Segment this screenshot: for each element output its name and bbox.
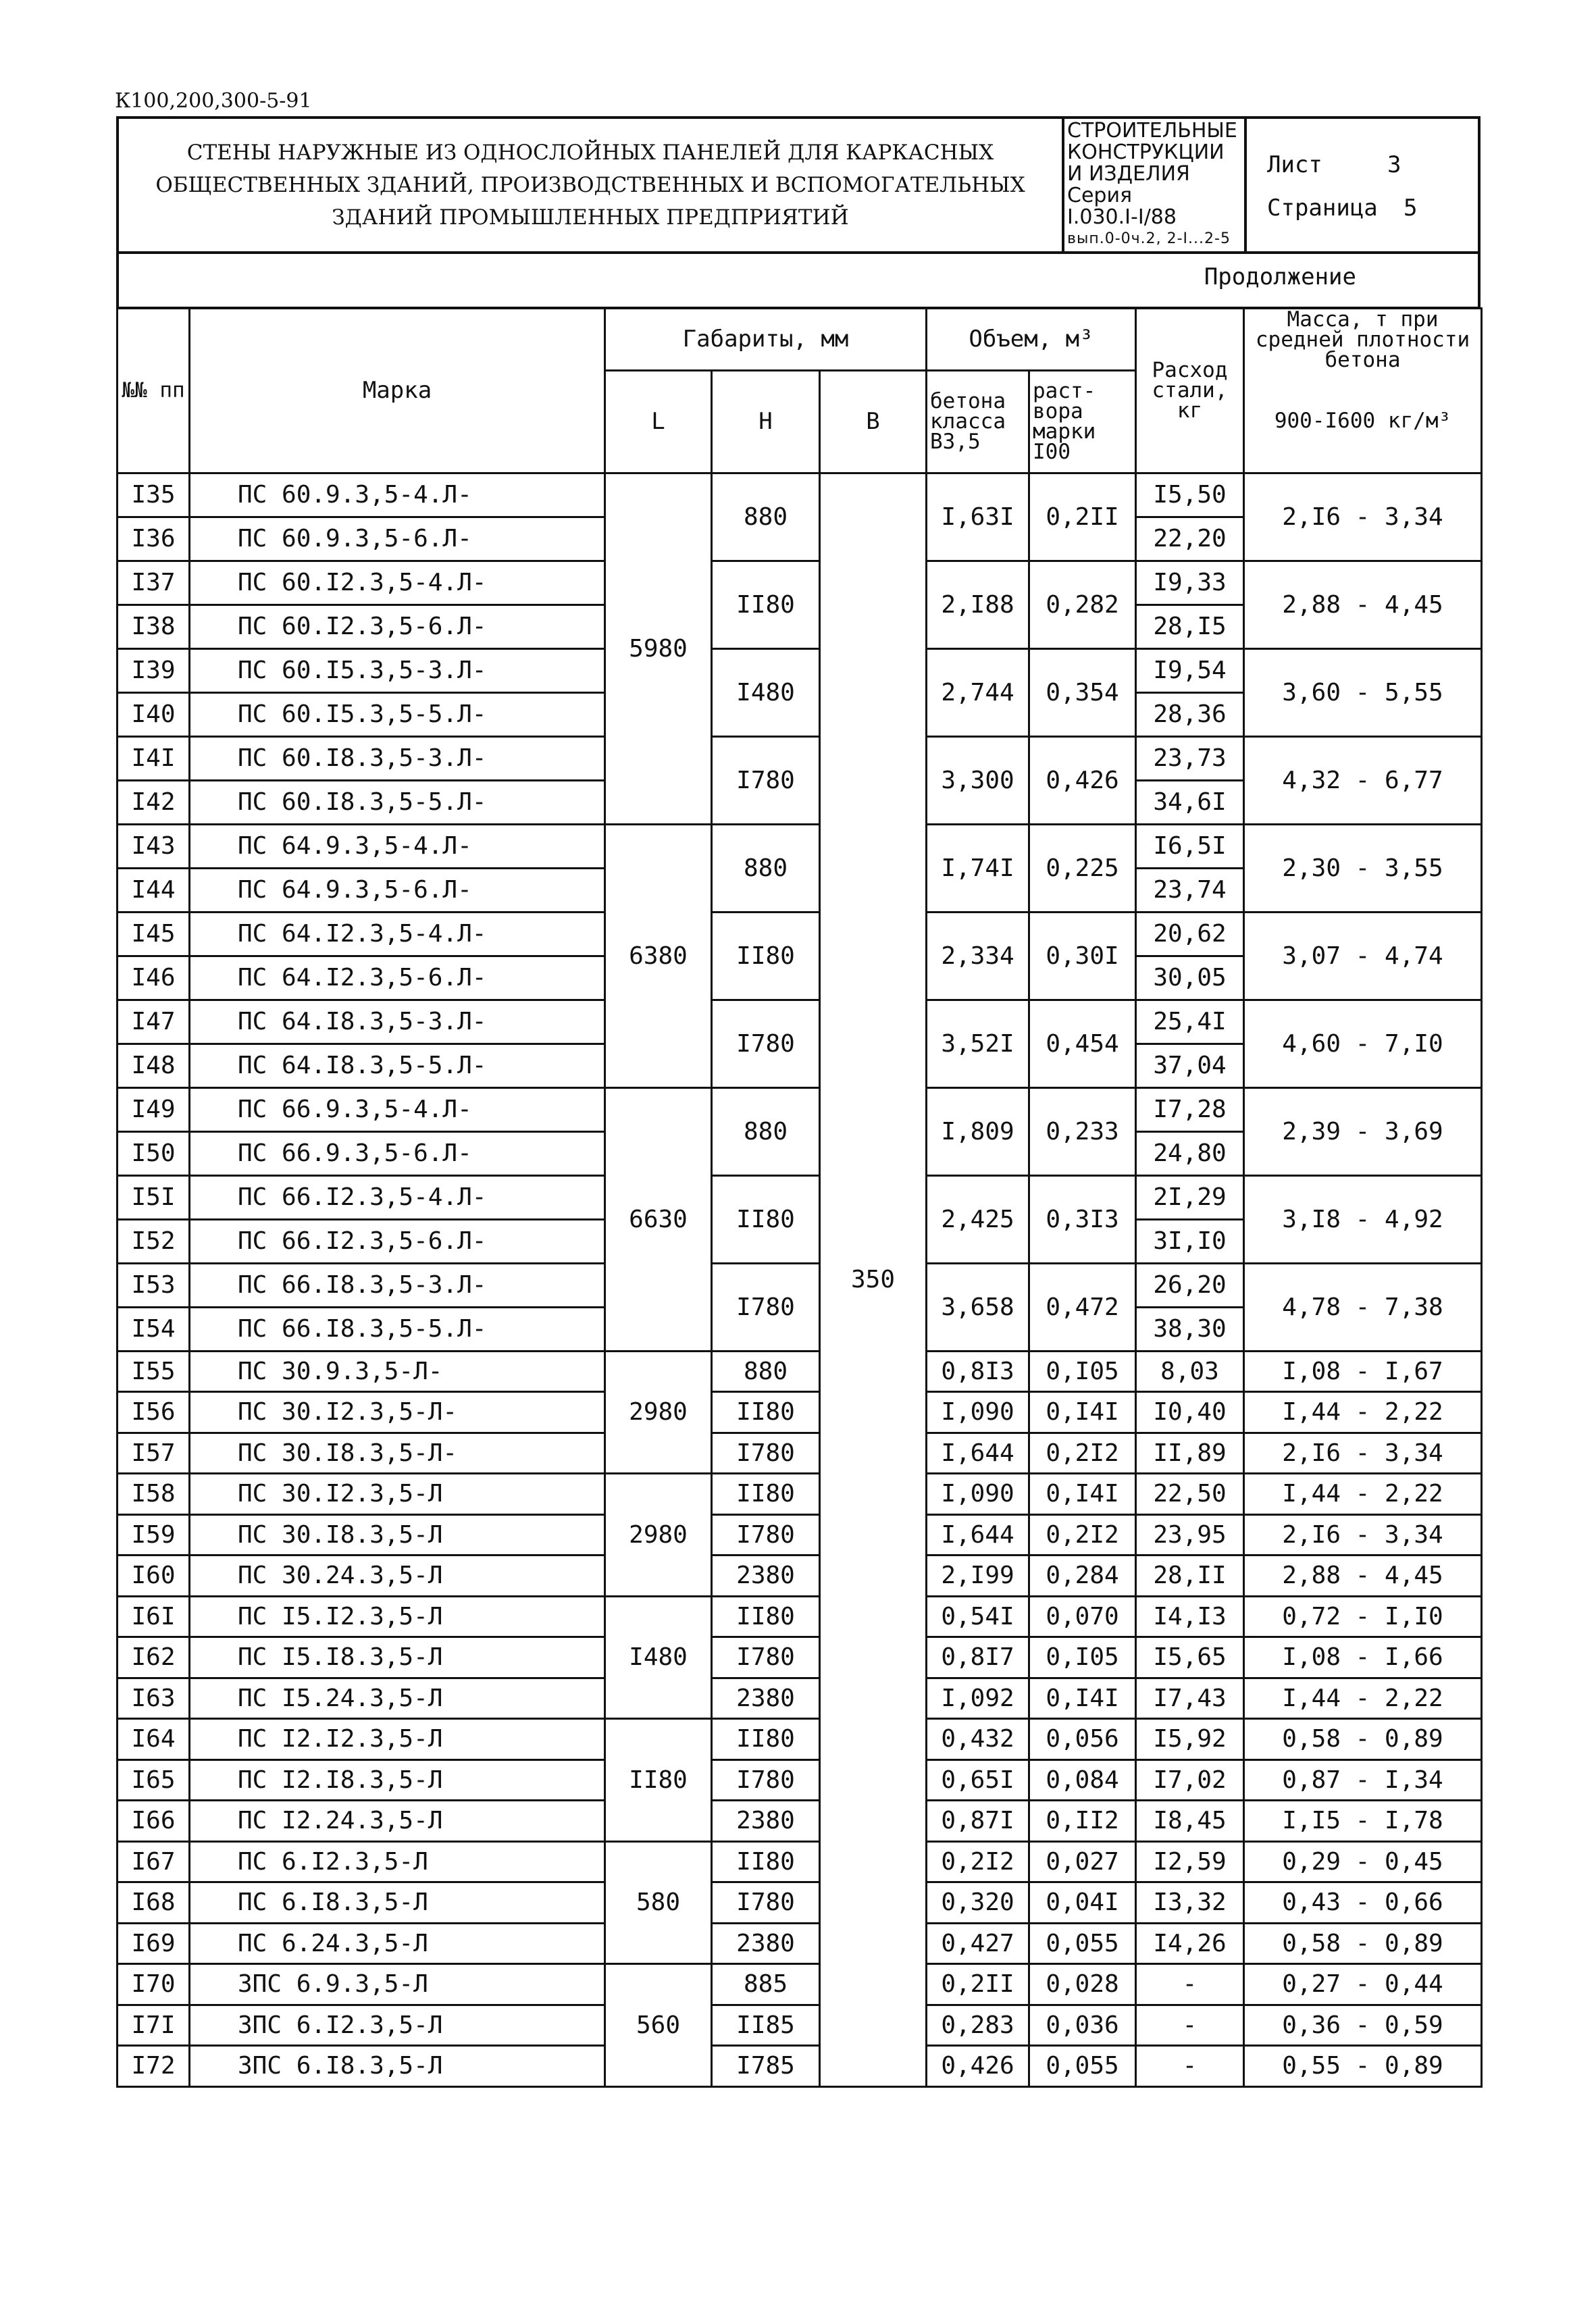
- volume-mortar: 0,426: [1029, 736, 1136, 824]
- row-mark: ПС 60.9.3,5-4.Л-: [190, 473, 605, 517]
- row-number: I66: [118, 1801, 190, 1842]
- steel-consumption: 26,20: [1136, 1263, 1244, 1307]
- row-mark: ПС 60.I5.3,5-3.Л-: [190, 648, 605, 692]
- table-row: [118, 1801, 1482, 1842]
- row-mark: ЗПС 6.I2.3,5-Л: [190, 2005, 605, 2046]
- volume-mortar: 0,036: [1029, 2005, 1136, 2046]
- volume-concrete: 3,658: [927, 1263, 1029, 1351]
- mass-range: 4,78 - 7,38: [1244, 1263, 1482, 1351]
- row-mark: ПС I2.24.3,5-Л: [190, 1801, 605, 1842]
- table-row: [118, 561, 1482, 605]
- row-number: I6I: [118, 1596, 190, 1637]
- steel-consumption: 20,62: [1136, 912, 1244, 956]
- row-mark: ПС 60.9.3,5-6.Л-: [190, 517, 605, 561]
- volume-mortar: 0,028: [1029, 1964, 1136, 2005]
- row-mark: ПС 30.I8.3,5-Л-: [190, 1433, 605, 1474]
- title-block: [116, 116, 1481, 254]
- table-row: [118, 1000, 1482, 1044]
- row-mark: ПС 64.I2.3,5-6.Л-: [190, 956, 605, 1000]
- dim-L: 5980: [605, 473, 712, 824]
- volume-mortar: 0,2II: [1029, 473, 1136, 561]
- volume-concrete: I,809: [927, 1087, 1029, 1175]
- mass-range: 0,27 - 0,44: [1244, 1964, 1482, 2005]
- steel-consumption: I7,43: [1136, 1678, 1244, 1719]
- volume-mortar: 0,3I3: [1029, 1175, 1136, 1263]
- row-number: I35: [118, 473, 190, 517]
- table-row: [118, 1175, 1482, 1219]
- series-line-5: I.030.I-I/88: [1067, 205, 1177, 229]
- volume-mortar: 0,II2: [1029, 1801, 1136, 1842]
- row-number: I37: [118, 561, 190, 605]
- dim-L: 560: [605, 1964, 712, 2087]
- mass-range: I,08 - I,67: [1244, 1351, 1482, 1392]
- row-number: I60: [118, 1555, 190, 1597]
- row-mark: ПС 66.9.3,5-6.Л-: [190, 1131, 605, 1175]
- steel-consumption: 30,05: [1136, 956, 1244, 1000]
- row-mark: ПС 60.I8.3,5-3.Л-: [190, 736, 605, 780]
- steel-consumption: I5,92: [1136, 1719, 1244, 1760]
- mass-range: 0,29 - 0,45: [1244, 1841, 1482, 1882]
- row-mark: ПС 66.I2.3,5-4.Л-: [190, 1175, 605, 1219]
- mass-range: 2,30 - 3,55: [1244, 824, 1482, 912]
- dim-H: 885: [712, 1964, 820, 2005]
- steel-consumption: 2I,29: [1136, 1175, 1244, 1219]
- steel-consumption: 28,II: [1136, 1555, 1244, 1597]
- volume-concrete: 0,87I: [927, 1801, 1029, 1842]
- row-number: I62: [118, 1637, 190, 1678]
- title-line-1: СТЕНЫ НАРУЖНЫЕ ИЗ ОДНОСЛОЙНЫХ ПАНЕЛЕЙ ДЛЯ КАРКАСНЫХ: [186, 140, 994, 165]
- volume-mortar: 0,084: [1029, 1759, 1136, 1801]
- volume-concrete: 0,8I7: [927, 1637, 1029, 1678]
- volume-concrete: 2,744: [927, 648, 1029, 736]
- row-mark: ПС 30.I2.3,5-Л: [190, 1474, 605, 1515]
- table-row: [118, 1555, 1482, 1597]
- steel-consumption: -: [1136, 2005, 1244, 2046]
- row-mark: ПС 6.24.3,5-Л: [190, 1923, 605, 1964]
- row-mark: ПС 64.I2.3,5-4.Л-: [190, 912, 605, 956]
- row-number: I44: [118, 868, 190, 912]
- row-number: I50: [118, 1131, 190, 1175]
- table-row: [118, 912, 1482, 956]
- mass-range: 2,I6 - 3,34: [1244, 473, 1482, 561]
- row-mark: ПС 30.24.3,5-Л: [190, 1555, 605, 1597]
- row-number: I57: [118, 1433, 190, 1474]
- dim-H: 2380: [712, 1801, 820, 1842]
- row-number: I70: [118, 1964, 190, 2005]
- volume-concrete: I,092: [927, 1678, 1029, 1719]
- continuation-strip: [116, 251, 1481, 309]
- volume-mortar: 0,454: [1029, 1000, 1136, 1087]
- steel-consumption: 38,30: [1136, 1307, 1244, 1351]
- row-mark: ПС 60.I8.3,5-5.Л-: [190, 780, 605, 824]
- series-line-2: КОНСТРУКЦИИ: [1067, 140, 1225, 164]
- steel-consumption: 23,74: [1136, 868, 1244, 912]
- volume-concrete: 0,8I3: [927, 1351, 1029, 1392]
- table-row: [118, 1263, 1482, 1307]
- dim-H: II85: [712, 2005, 820, 2046]
- volume-mortar: 0,233: [1029, 1087, 1136, 1175]
- steel-consumption: I2,59: [1136, 1841, 1244, 1882]
- row-mark: ПС 66.I8.3,5-5.Л-: [190, 1307, 605, 1351]
- volume-mortar: 0,I4I: [1029, 1678, 1136, 1719]
- steel-consumption: 8,03: [1136, 1351, 1244, 1392]
- row-mark: ПС 66.9.3,5-4.Л-: [190, 1087, 605, 1131]
- mass-range: I,44 - 2,22: [1244, 1678, 1482, 1719]
- row-mark: ПС 30.I2.3,5-Л-: [190, 1392, 605, 1433]
- steel-consumption: 23,95: [1136, 1514, 1244, 1555]
- row-mark: ПС 64.I8.3,5-5.Л-: [190, 1044, 605, 1087]
- series-block: [1064, 119, 1247, 251]
- row-mark: ПС 66.I8.3,5-3.Л-: [190, 1263, 605, 1307]
- steel-consumption: I4,26: [1136, 1923, 1244, 1964]
- dim-H: I780: [712, 1263, 820, 1351]
- volume-mortar: 0,056: [1029, 1719, 1136, 1760]
- volume-mortar: 0,I05: [1029, 1351, 1136, 1392]
- volume-concrete: 2,I99: [927, 1555, 1029, 1597]
- steel-consumption: I6,5I: [1136, 824, 1244, 868]
- panels-table: [116, 307, 1483, 2088]
- steel-consumption: I9,33: [1136, 561, 1244, 605]
- volume-mortar: 0,2I2: [1029, 1433, 1136, 1474]
- dim-H: 2380: [712, 1923, 820, 1964]
- volume-mortar: 0,472: [1029, 1263, 1136, 1351]
- header-B: В: [820, 370, 927, 473]
- mass-range: I,I5 - I,78: [1244, 1801, 1482, 1842]
- table-row: [118, 1637, 1482, 1678]
- table-row: [118, 1719, 1482, 1760]
- steel-consumption: 22,50: [1136, 1474, 1244, 1515]
- dim-H: I780: [712, 1759, 820, 1801]
- page-number: 5: [1404, 195, 1418, 222]
- volume-concrete: 0,2II: [927, 1964, 1029, 2005]
- steel-consumption: I3,32: [1136, 1882, 1244, 1924]
- table-row: [118, 1351, 1482, 1392]
- mass-range: 0,58 - 0,89: [1244, 1719, 1482, 1760]
- header-mark: Марка: [190, 309, 605, 473]
- row-mark: ЗПС 6.I8.3,5-Л: [190, 2046, 605, 2087]
- dim-H: II80: [712, 912, 820, 1000]
- continuation-label: Продолжение: [1204, 263, 1356, 290]
- table-row: [118, 736, 1482, 780]
- volume-mortar: 0,354: [1029, 648, 1136, 736]
- dim-L: 2980: [605, 1474, 712, 1597]
- row-number: I7I: [118, 2005, 190, 2046]
- volume-mortar: 0,30I: [1029, 912, 1136, 1000]
- mass-range: 4,32 - 6,77: [1244, 736, 1482, 824]
- row-number: I49: [118, 1087, 190, 1131]
- row-mark: ПС 6.I8.3,5-Л: [190, 1882, 605, 1924]
- dim-H: 880: [712, 824, 820, 912]
- volume-concrete: I,090: [927, 1392, 1029, 1433]
- steel-consumption: I0,40: [1136, 1392, 1244, 1433]
- volume-concrete: 0,54I: [927, 1596, 1029, 1637]
- volume-concrete: 0,432: [927, 1719, 1029, 1760]
- volume-mortar: 0,04I: [1029, 1882, 1136, 1924]
- steel-consumption: 23,73: [1136, 736, 1244, 780]
- dim-L: 6380: [605, 824, 712, 1087]
- volume-mortar: 0,2I2: [1029, 1514, 1136, 1555]
- steel-consumption: I4,I3: [1136, 1596, 1244, 1637]
- volume-concrete: I,644: [927, 1433, 1029, 1474]
- volume-concrete: 0,65I: [927, 1759, 1029, 1801]
- volume-concrete: 0,2I2: [927, 1841, 1029, 1882]
- mass-range: 0,43 - 0,66: [1244, 1882, 1482, 1924]
- table-row: [118, 1474, 1482, 1515]
- steel-consumption: -: [1136, 2046, 1244, 2087]
- row-number: I68: [118, 1882, 190, 1924]
- volume-mortar: 0,027: [1029, 1841, 1136, 1882]
- header-H: Н: [712, 370, 820, 473]
- volume-concrete: I,74I: [927, 824, 1029, 912]
- mass-range: 4,60 - 7,I0: [1244, 1000, 1482, 1087]
- row-number: I65: [118, 1759, 190, 1801]
- dim-H: 880: [712, 1351, 820, 1392]
- steel-consumption: I7,02: [1136, 1759, 1244, 1801]
- mass-range: 2,88 - 4,45: [1244, 561, 1482, 648]
- row-mark: ПС I5.24.3,5-Л: [190, 1678, 605, 1719]
- steel-consumption: I9,54: [1136, 648, 1244, 692]
- steel-consumption: 37,04: [1136, 1044, 1244, 1087]
- table-row: [118, 1678, 1482, 1719]
- header-steel: Расход стали, кг: [1136, 309, 1244, 473]
- dim-H: 2380: [712, 1678, 820, 1719]
- row-number: I39: [118, 648, 190, 692]
- volume-mortar: 0,282: [1029, 561, 1136, 648]
- volume-mortar: 0,225: [1029, 824, 1136, 912]
- mass-range: 0,72 - I,I0: [1244, 1596, 1482, 1637]
- row-number: I67: [118, 1841, 190, 1882]
- row-number: I5I: [118, 1175, 190, 1219]
- row-mark: ПС 66.I2.3,5-6.Л-: [190, 1219, 605, 1263]
- table-row: [118, 2046, 1482, 2087]
- dim-B: 350: [820, 473, 927, 2086]
- steel-consumption: 25,4I: [1136, 1000, 1244, 1044]
- mass-range: I,44 - 2,22: [1244, 1392, 1482, 1433]
- header-volume: Объем, м³: [927, 309, 1136, 371]
- row-number: I48: [118, 1044, 190, 1087]
- dim-H: 880: [712, 473, 820, 561]
- header-concrete: бетона класса В3,5: [927, 370, 1029, 473]
- dim-H: II80: [712, 1474, 820, 1515]
- table-row: [118, 1596, 1482, 1637]
- table-row: [118, 1087, 1482, 1131]
- table-row: [118, 1964, 1482, 2005]
- dim-H: I785: [712, 2046, 820, 2087]
- row-number: I59: [118, 1514, 190, 1555]
- volume-concrete: 0,426: [927, 2046, 1029, 2087]
- dim-H: 880: [712, 1087, 820, 1175]
- steel-consumption: I5,65: [1136, 1637, 1244, 1678]
- dim-H: I780: [712, 1433, 820, 1474]
- volume-concrete: I,090: [927, 1474, 1029, 1515]
- row-number: I54: [118, 1307, 190, 1351]
- row-mark: ПС I5.I2.3,5-Л: [190, 1596, 605, 1637]
- row-number: I46: [118, 956, 190, 1000]
- header-dimensions: Габариты, мм: [605, 309, 927, 371]
- row-number: I56: [118, 1392, 190, 1433]
- dim-H: II80: [712, 1175, 820, 1263]
- volume-concrete: 0,283: [927, 2005, 1029, 2046]
- dim-L: 580: [605, 1841, 712, 1964]
- steel-consumption: 28,36: [1136, 692, 1244, 736]
- volume-mortar: 0,I05: [1029, 1637, 1136, 1678]
- dim-H: II80: [712, 1841, 820, 1882]
- mass-range: 2,88 - 4,45: [1244, 1555, 1482, 1597]
- volume-concrete: 3,52I: [927, 1000, 1029, 1087]
- row-number: I36: [118, 517, 190, 561]
- mass-range: 0,87 - I,34: [1244, 1759, 1482, 1801]
- dim-H: I780: [712, 1000, 820, 1087]
- row-number: I53: [118, 1263, 190, 1307]
- volume-mortar: 0,055: [1029, 2046, 1136, 2087]
- mass-range: I,08 - I,66: [1244, 1637, 1482, 1678]
- row-number: I4I: [118, 736, 190, 780]
- steel-consumption: 28,I5: [1136, 605, 1244, 648]
- row-number: I72: [118, 2046, 190, 2087]
- table-row: [118, 1882, 1482, 1924]
- row-number: I43: [118, 824, 190, 868]
- table-row: [118, 1514, 1482, 1555]
- header-L: L: [605, 370, 712, 473]
- table-row: [118, 1923, 1482, 1964]
- table-row: [118, 1433, 1482, 1474]
- volume-mortar: 0,I4I: [1029, 1392, 1136, 1433]
- steel-consumption: 24,80: [1136, 1131, 1244, 1175]
- dim-H: II80: [712, 1596, 820, 1637]
- volume-concrete: 2,425: [927, 1175, 1029, 1263]
- row-number: I38: [118, 605, 190, 648]
- header-number: №№ пп: [118, 309, 190, 473]
- dim-H: 2380: [712, 1555, 820, 1597]
- volume-concrete: 2,334: [927, 912, 1029, 1000]
- volume-mortar: 0,I4I: [1029, 1474, 1136, 1515]
- row-number: I42: [118, 780, 190, 824]
- row-number: I58: [118, 1474, 190, 1515]
- mass-range: 3,I8 - 4,92: [1244, 1175, 1482, 1263]
- sheet-block: [1252, 119, 1481, 251]
- mass-range: 2,I6 - 3,34: [1244, 1433, 1482, 1474]
- row-mark: ПС 30.I8.3,5-Л: [190, 1514, 605, 1555]
- document-code: К100,200,300-5-91: [115, 89, 312, 113]
- page-label: Страница: [1267, 195, 1378, 222]
- mass-range: 3,60 - 5,55: [1244, 648, 1482, 736]
- volume-concrete: 0,427: [927, 1923, 1029, 1964]
- mass-range: 0,58 - 0,89: [1244, 1923, 1482, 1964]
- dim-H: II80: [712, 561, 820, 648]
- series-line-4: Серия: [1067, 184, 1132, 207]
- row-number: I52: [118, 1219, 190, 1263]
- mass-range: I,44 - 2,22: [1244, 1474, 1482, 1515]
- steel-consumption: II,89: [1136, 1433, 1244, 1474]
- dim-L: II80: [605, 1719, 712, 1842]
- row-number: I45: [118, 912, 190, 956]
- dim-L: 6630: [605, 1087, 712, 1351]
- row-number: I55: [118, 1351, 190, 1392]
- row-mark: ПС I2.I8.3,5-Л: [190, 1759, 605, 1801]
- sheet-number: 3: [1387, 151, 1401, 178]
- series-line-3: И ИЗДЕЛИЯ: [1067, 162, 1190, 186]
- volume-mortar: 0,070: [1029, 1596, 1136, 1637]
- volume-mortar: 0,284: [1029, 1555, 1136, 1597]
- steel-consumption: 34,6I: [1136, 780, 1244, 824]
- series-line-1: СТРОИТЕЛЬНЫЕ: [1067, 119, 1237, 143]
- table-row: [118, 1759, 1482, 1801]
- volume-concrete: I,63I: [927, 473, 1029, 561]
- row-mark: ПС 60.I5.3,5-5.Л-: [190, 692, 605, 736]
- row-mark: ПС 60.I2.3,5-4.Л-: [190, 561, 605, 605]
- document-title: [119, 119, 1064, 251]
- volume-concrete: 2,I88: [927, 561, 1029, 648]
- row-mark: ПС I2.I2.3,5-Л: [190, 1719, 605, 1760]
- row-number: I47: [118, 1000, 190, 1044]
- row-mark: ПС 64.9.3,5-6.Л-: [190, 868, 605, 912]
- row-mark: ЗПС 6.9.3,5-Л: [190, 1964, 605, 2005]
- volume-concrete: 0,320: [927, 1882, 1029, 1924]
- steel-consumption: 3I,I0: [1136, 1219, 1244, 1263]
- header-mortar: раст-вора марки I00: [1029, 370, 1136, 473]
- dim-H: II80: [712, 1392, 820, 1433]
- table-row: [118, 473, 1482, 517]
- table-row: [118, 1841, 1482, 1882]
- volume-concrete: 3,300: [927, 736, 1029, 824]
- sheet-label: Лист: [1267, 151, 1322, 178]
- row-number: I69: [118, 1923, 190, 1964]
- table-body: [118, 473, 1482, 2086]
- dim-H: II80: [712, 1719, 820, 1760]
- steel-consumption: I7,28: [1136, 1087, 1244, 1131]
- mass-range: 2,39 - 3,69: [1244, 1087, 1482, 1175]
- dim-L: I480: [605, 1596, 712, 1719]
- dim-H: I780: [712, 1637, 820, 1678]
- title-line-2: ОБЩЕСТВЕННЫХ ЗДАНИЙ, ПРОИЗВОДСТВЕННЫХ И ВСПОМОГАТЕЛЬНЫХ: [155, 173, 1025, 197]
- table-row: [118, 2005, 1482, 2046]
- header-mass: Масса, т при средней плотности бетона: [1244, 309, 1482, 371]
- table-row: [118, 1392, 1482, 1433]
- dim-H: I780: [712, 1882, 820, 1924]
- row-mark: ПС 64.I8.3,5-3.Л-: [190, 1000, 605, 1044]
- steel-consumption: -: [1136, 1964, 1244, 2005]
- volume-mortar: 0,055: [1029, 1923, 1136, 1964]
- series-issue: вып.0-0ч.2, 2-I...2-5: [1067, 230, 1231, 247]
- dim-H: I480: [712, 648, 820, 736]
- dim-H: I780: [712, 1514, 820, 1555]
- volume-concrete: I,644: [927, 1514, 1029, 1555]
- row-number: I40: [118, 692, 190, 736]
- header-mass-range: 900-I600 кг/м³: [1244, 370, 1482, 473]
- steel-consumption: I5,50: [1136, 473, 1244, 517]
- row-mark: ПС 6.I2.3,5-Л: [190, 1841, 605, 1882]
- dim-H: I780: [712, 736, 820, 824]
- table-row: [118, 648, 1482, 692]
- row-mark: ПС 30.9.3,5-Л-: [190, 1351, 605, 1392]
- mass-range: 2,I6 - 3,34: [1244, 1514, 1482, 1555]
- title-line-3: ЗДАНИЙ ПРОМЫШЛЕННЫХ ПРЕДПРИЯТИЙ: [332, 205, 849, 230]
- mass-range: 0,55 - 0,89: [1244, 2046, 1482, 2087]
- steel-consumption: I8,45: [1136, 1801, 1244, 1842]
- mass-range: 0,36 - 0,59: [1244, 2005, 1482, 2046]
- row-mark: ПС I5.I8.3,5-Л: [190, 1637, 605, 1678]
- mass-range: 3,07 - 4,74: [1244, 912, 1482, 1000]
- row-mark: ПС 60.I2.3,5-6.Л-: [190, 605, 605, 648]
- table-row: [118, 824, 1482, 868]
- row-number: I63: [118, 1678, 190, 1719]
- dim-L: 2980: [605, 1351, 712, 1474]
- steel-consumption: 22,20: [1136, 517, 1244, 561]
- row-number: I64: [118, 1719, 190, 1760]
- row-mark: ПС 64.9.3,5-4.Л-: [190, 824, 605, 868]
